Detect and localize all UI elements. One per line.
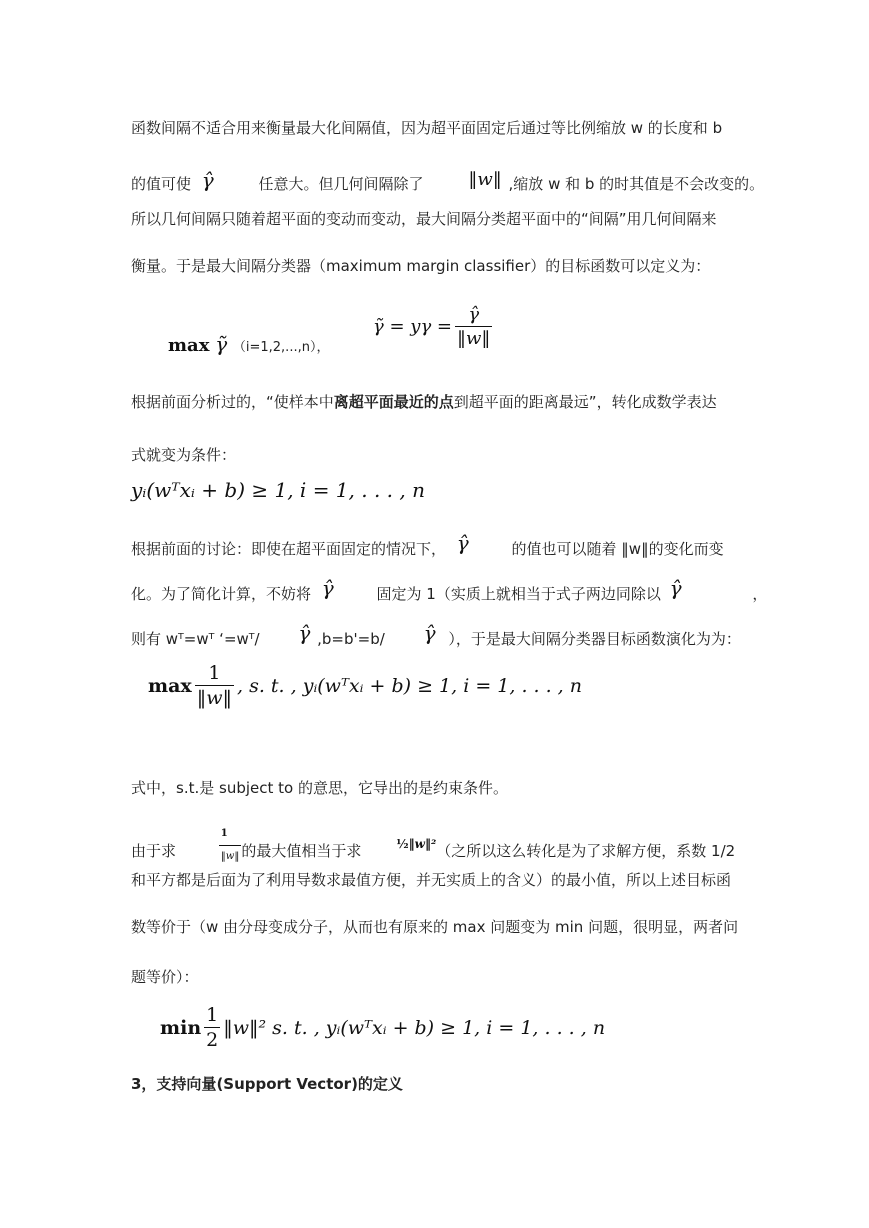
small-fraction [219,824,242,867]
fraction-denominator: ‖w‖ [219,845,242,867]
text-segment: （之所以这么转化是为了求解方便，系数 1/2 [436,842,736,860]
text-segment: ,b=b'=b/ [317,630,385,648]
gamma-hat-symbol: γ̂ [201,168,214,192]
text-segment: 由于求 [131,842,177,860]
paragraph-line [131,531,724,559]
max-operator: max [168,335,210,356]
text-segment: 的最大值相当于求 [241,842,362,860]
text-segment: 则有 wᵀ=wᵀ ‘=wᵀ/ [131,630,260,648]
text-segment: ），于是最大间隔分类器目标函数演化为为： [448,630,741,648]
paragraph-line [131,621,741,649]
text-segment: 到超平面的距离最远”，转化成数学表达 [453,393,717,411]
text-segment: ,缩放 w 和 b 的时其值是不会改变的。 [508,175,765,193]
fraction-numerator: 1 [208,662,221,684]
gamma-hat-symbol: γ̂ [669,576,682,600]
gamma-hat-symbol: γ̂ [423,621,436,645]
paragraph-line: 和平方都是后面为了利用导数求最值方便，并无实质上的含义）的最小值，所以上述目标函 [131,871,732,889]
text-segment: ， [752,585,768,603]
equation-constraint: ‖w‖² s. t. , yᵢ(wᵀxᵢ + b) ≥ 1, i = 1, . . . , n [223,1016,606,1039]
equation-gamma-definition [373,304,495,349]
text-segment: 的值也可以随着 ‖w‖的变化而变 [511,540,724,558]
fraction-numerator: 1 [206,1004,219,1026]
bold-text: 离超平面最近的点 [333,393,454,411]
paragraph-line: 函数间隔不适合用来衡量最大化间隔值，因为超平面固定后通过等比例缩放 w 的长度和 b [131,119,723,137]
max-operator: max [148,674,192,697]
fraction-denominator: ‖w‖ [196,687,233,709]
text-segment: 化。为了简化计算，不妨将 [131,585,312,603]
paragraph-line: 数等价于（w 由分母变成分子，从而也有原来的 max 问题变为 min 问题，很明显，两者问 [131,918,739,936]
equation-constraint: yᵢ(wᵀxᵢ + b) ≥ 1, i = 1, . . . , n [131,478,425,502]
paragraph-line: 所以几何间隔只随着超平面的变动而变动，最大间隔分类超平面中的“间隔”用几何间隔来 [131,210,717,228]
gamma-hat-symbol: γ̂ [321,576,334,600]
section-heading: 3，支持向量(Support Vector)的定义 [131,1075,403,1093]
gamma-hat-symbol: γ̂ [298,621,311,645]
equation-min-objective [160,1004,605,1051]
text-segment: 任意大。但几何间隔除了 [258,175,424,193]
fraction [204,1004,220,1051]
text-segment: 的值可使 [131,175,192,193]
paragraph-line [131,168,765,194]
text-segment: 根据前面分析过的，“使样本中 [131,393,334,411]
index-note: （i=1,2,...,n）， [232,340,330,355]
fraction-numerator: 1 [220,828,228,839]
paragraph-line [131,830,735,873]
paragraph-line [131,392,717,412]
gamma-hat-symbol: γ̂ [456,531,469,555]
half-norm-squared [396,834,436,854]
fraction [195,662,234,709]
fraction-denominator: 2 [206,1029,219,1051]
gamma-tilde-symbol: γ̃ [215,332,228,356]
fraction-numerator: γ̂ [468,304,480,325]
norm-w-symbol: ‖w‖ [468,169,502,190]
fraction [455,304,492,349]
paragraph-line: 式就变为条件： [131,446,237,464]
min-operator: min [160,1016,202,1039]
half-symbol: ½ [396,837,409,851]
equation-constraint: , s. t. , yᵢ(wᵀxᵢ + b) ≥ 1, i = 1, . . . , n [237,674,583,697]
norm-squared-symbol: ‖w‖² [408,837,437,851]
equation-max-objective [148,662,582,709]
paragraph-line: 式中，s.t.是 subject to 的意思，它导出的是约束条件。 [131,779,508,797]
fraction-denominator: ‖w‖ [457,328,491,349]
text-segment: 固定为 1（实质上就相当于式子两边同除以 [376,585,661,603]
text-segment: 根据前面的讨论：即使在超平面固定的情况下， [131,540,447,558]
paragraph-line: 衡量。于是最大间隔分类器（maximum margin classifier）的目标函数可以定义为： [131,257,711,275]
equation-max-gamma [168,332,329,356]
equation-lhs: γ̃ = yγ = [373,316,453,337]
paragraph-line [131,576,768,604]
paragraph-line: 题等价）： [131,968,199,986]
